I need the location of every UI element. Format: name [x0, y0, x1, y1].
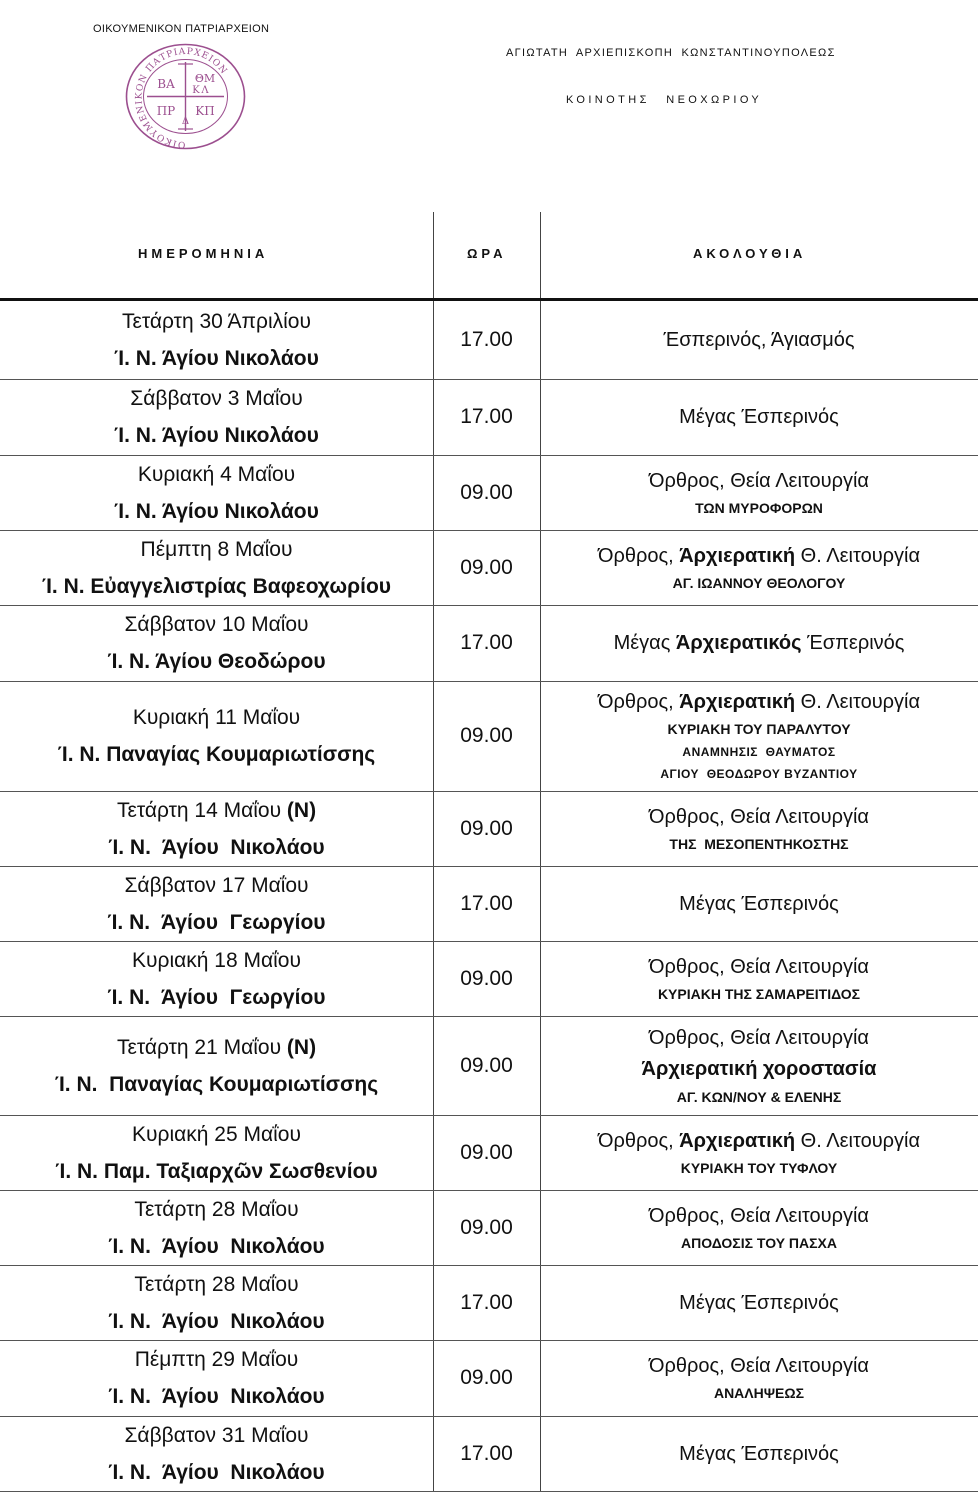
time-cell: 09.00 [460, 1366, 513, 1389]
date-text-main: Τετάρτη 14 Μαΐου [116, 798, 287, 822]
date-cell [0, 941, 433, 1016]
date-text: Κυριακή 11 Μαΐου [132, 706, 301, 729]
church-name: Ί. Ν. Άγίου Νικολάου [108, 1385, 325, 1408]
service-text-bold: Άρχιερατικός [675, 632, 802, 654]
table-row [0, 379, 978, 455]
service-text: Όρθρος, Θεία Λειτουργία [649, 469, 869, 492]
date-cell [0, 1115, 433, 1190]
service-text: Μέγας Έσπερινός [679, 1291, 839, 1314]
date-text: Τετάρτη 28 Μαΐου [134, 1272, 299, 1296]
seal-letters-tr3: Κ [192, 85, 200, 96]
table-row [0, 866, 978, 941]
feast-name: ΤΗΣ ΜΕΣΟΠΕΝΤΗΚΟΣΤΗΣ [669, 835, 849, 852]
service-text: Όρθρος, Θεία Λειτουργία [649, 1204, 869, 1227]
feast-name: ΑΝΑΛΗΨΕΩΣ [713, 1385, 805, 1401]
church-name: Ί. Ν. Άγίου Γεωργίου [107, 985, 326, 1009]
date-cell [0, 605, 433, 681]
date-text: Σάββατον 10 Μαΐου [124, 613, 309, 636]
table-row [0, 301, 978, 379]
table-row [0, 530, 978, 605]
row-divider [0, 1491, 978, 1492]
feast-name: ΑΓ. ΚΩΝ/ΝΟΥ & ΕΛΕΝΗΣ [676, 1088, 842, 1105]
church-name: Ί. Ν. Άγίου Νικολάου [108, 1309, 325, 1333]
date-cell [0, 1265, 433, 1340]
date-text: Τετάρτη 30 Άπριλίου [122, 310, 311, 333]
feast-name: ΚΥΡΙΑΚΗ ΤΟΥ ΤΥΦΛΟΥ [680, 1159, 838, 1176]
header-date: ΗΜΕΡΟΜΗΝΙΑ [138, 246, 269, 261]
service-cell [540, 1265, 978, 1340]
time-cell: 17.00 [460, 328, 513, 351]
feast-name: ΚΥΡΙΑΚΗ ΤΗΣ ΣΑΜΑΡΕΙΤΙΔΟΣ [657, 985, 861, 1002]
table-row [0, 791, 978, 866]
date-text: Τετάρτη 28 Μαΐου [134, 1197, 299, 1221]
date-text: Κυριακή 18 Μαΐου [132, 948, 301, 972]
church-name: Ί. Ν. Άγίου Νικολάου [108, 1460, 325, 1484]
date-cell [0, 1340, 433, 1416]
service-text-pre: Μέγας [613, 632, 676, 654]
service-highlight: Άρχιερατική χοροστασία [641, 1057, 877, 1080]
service-cell [540, 530, 978, 605]
table-row [0, 1340, 978, 1416]
church-name: Ί. Ν. Άγίου Θεοδώρου [107, 650, 326, 673]
time-cell: 09.00 [460, 555, 513, 579]
service-text: Όρθρος, Θεία Λειτουργία [649, 805, 869, 828]
seal-letters-tl: ΒΑ [157, 77, 175, 91]
church-name: Ί. Ν. Άγίου Νικολάου [108, 835, 325, 859]
service-cell [540, 1115, 978, 1190]
time-cell: 17.00 [460, 1290, 513, 1314]
service-cell [540, 941, 978, 1016]
date-cell [0, 379, 433, 455]
feast-note: ΑΓΙΟΥ ΘΕΟΔΩΡΟΥ ΒΥΖΑΝΤΙΟΥ [660, 767, 858, 781]
header-service: ΑΚΟΛΟΥΘΙΑ [693, 246, 807, 261]
date-cell [0, 455, 433, 530]
service-text-bold: Άρχιερατική [679, 691, 796, 713]
service-cell [540, 301, 978, 379]
table-row [0, 1190, 978, 1265]
community-title: ΚΟΙΝΟΤΗΣ ΝΕΟΧΩΡΙΟΥ [566, 94, 763, 106]
service-text-pre: Όρθρος, [597, 1129, 680, 1152]
header-time: ΩΡΑ [467, 246, 507, 261]
service-cell [540, 379, 978, 455]
date-text: Σάββατον 17 Μαΐου [124, 873, 309, 897]
service-text [598, 687, 920, 717]
service-text: Όρθρος, Θεία Λειτουργία [649, 1355, 869, 1377]
time-cell: 17.00 [460, 631, 513, 654]
service-text: Όρθρος, Θεία Λειτουργία [649, 955, 869, 978]
table-row [0, 455, 978, 530]
date-text [117, 792, 316, 829]
feast-name: ΚΥΡΙΑΚΗ ΤΟΥ ΠΑΡΑΛΥΤΟΥ [667, 721, 851, 737]
church-name: Ί. Ν. Εὐαγγελιστρίας Βαφεοχωρίου [41, 574, 392, 598]
date-text [117, 1029, 316, 1066]
service-text: Μέγας Έσπερινός [679, 1442, 839, 1465]
service-text [614, 628, 905, 658]
table-row [0, 1115, 978, 1190]
church-name: Ί. Ν. Άγίου Νικολάου [114, 499, 319, 523]
service-cell [540, 1416, 978, 1491]
feast-name: ΤΩΝ ΜΥΡΟΦΟΡΩΝ [695, 499, 823, 516]
service-text: Όρθρος, Θεία Λειτουργία [649, 1026, 869, 1049]
service-text-post: Έσπερινός [801, 632, 905, 654]
service-text-post: Θ. Λειτουργία [795, 544, 921, 567]
date-text: Σάββατον 3 Μαΐου [130, 387, 303, 410]
seal-ring-text: ΟΙΚΟΥΜΕΝΙΚΟΝ ΠΑΤΡΙΑΡΧΕΙΟΝ [134, 46, 229, 150]
church-name: Ί. Ν. Άγίου Νικολάου [108, 1234, 325, 1258]
seal-letters-tr: ΘΜ [194, 72, 216, 85]
time-cell: 09.00 [460, 966, 513, 990]
service-cell [540, 1340, 978, 1416]
seal-letters-bl: ΠΡ [156, 104, 176, 118]
service-text-post: Θ. Λειτουργία [795, 1129, 921, 1152]
date-cell [0, 1190, 433, 1265]
date-cell [0, 301, 433, 379]
service-cell [540, 455, 978, 530]
church-name: Ί. Ν. Παναγίας Κουμαριωτίσσης [54, 1072, 379, 1096]
service-cell [540, 681, 978, 791]
table-row [0, 941, 978, 1016]
time-cell: 17.00 [460, 405, 513, 428]
seal-letters-tr2: Λ [201, 85, 209, 96]
service-text-bold: Άρχιερατική [679, 544, 796, 567]
church-name: Ί. Ν. Άγίου Νικολάου [114, 424, 319, 447]
feast-note: ΑΝΑΜΝΗΣΙΣ ΘΑΥΜΑΤΟΣ [682, 745, 836, 759]
time-cell: 09.00 [460, 1053, 513, 1077]
seal-letters-br: ΚΠ [195, 104, 215, 118]
time-cell: 09.00 [460, 816, 513, 840]
date-text: Πέμπτη 29 Μαΐου [134, 1348, 299, 1371]
church-name: Ί. Ν. Άγίου Γεωργίου [107, 910, 326, 934]
service-text-bold: Άρχιερατική [679, 1129, 796, 1152]
feast-name: ΑΠΟΔΟΣΙΣ ΤΟΥ ΠΑΣΧΑ [681, 1234, 837, 1251]
time-cell: 09.00 [460, 1140, 513, 1164]
church-name: Ί. Ν. Παναγίας Κουμαριωτίσσης [57, 743, 376, 766]
date-cell [0, 791, 433, 866]
service-cell [540, 791, 978, 866]
service-cell [540, 1016, 978, 1115]
time-cell: 17.00 [460, 891, 513, 915]
service-cell [540, 866, 978, 941]
date-text: Σάββατον 31 Μαΐου [124, 1423, 309, 1447]
time-cell: 17.00 [460, 1441, 513, 1465]
service-text-pre: Όρθρος, [597, 544, 680, 567]
table-row [0, 1416, 978, 1491]
feast-name: ΑΓ. ΙΩΑΝΝΟΥ ΘΕΟΛΟΓΟΥ [672, 574, 846, 591]
time-cell: 09.00 [460, 1215, 513, 1239]
date-text: Κυριακή 4 Μαΐου [137, 462, 296, 486]
table-row [0, 1016, 978, 1115]
church-name: Ί. Ν. Παμ. Ταξιαρχῶν Σωσθενίου [55, 1159, 378, 1183]
date-cell [0, 530, 433, 605]
date-text-main: Τετάρτη 21 Μαΐου [116, 1035, 287, 1059]
date-text: Πέμπτη 8 Μαΐου [140, 537, 293, 561]
service-cell [540, 1190, 978, 1265]
table-row [0, 681, 978, 791]
church-name: Ί. Ν. Άγίου Νικολάου [114, 347, 319, 370]
date-cell [0, 866, 433, 941]
date-text: Κυριακή 25 Μαΐου [132, 1122, 301, 1146]
date-cell [0, 1016, 433, 1115]
service-cell [540, 605, 978, 681]
time-cell: 09.00 [460, 480, 513, 504]
service-text: Μέγας Έσπερινός [679, 892, 839, 915]
date-note-marker: (Ν) [286, 798, 317, 822]
time-cell: 09.00 [460, 724, 513, 747]
patriarchate-title: ΟΙΚΟΥΜΕΝΙΚΟΝ ΠΑΤΡΙΑΡΧΕΙΟΝ [93, 23, 270, 35]
archdiocese-title: ΑΓΙΩΤΑΤΗ ΑΡΧΙΕΠΙΣΚΟΠΗ ΚΩΝΣΤΑΝΤΙΝΟΥΠΟΛΕΩΣ [506, 47, 836, 59]
seal-letters-bc: Δ [181, 116, 190, 127]
service-text: Έσπερινός, Άγιασμός [663, 329, 855, 351]
service-text-pre: Όρθρος, [597, 691, 680, 713]
service-text [598, 541, 920, 571]
date-cell [0, 681, 433, 791]
service-text: Μέγας Έσπερινός [679, 406, 839, 428]
table-row [0, 605, 978, 681]
date-cell [0, 1416, 433, 1491]
date-note-marker: (Ν) [286, 1035, 317, 1059]
service-text [598, 1126, 920, 1156]
patriarchal-seal-icon [124, 42, 247, 151]
service-text-post: Θ. Λειτουργία [795, 691, 921, 713]
table-row [0, 1265, 978, 1340]
